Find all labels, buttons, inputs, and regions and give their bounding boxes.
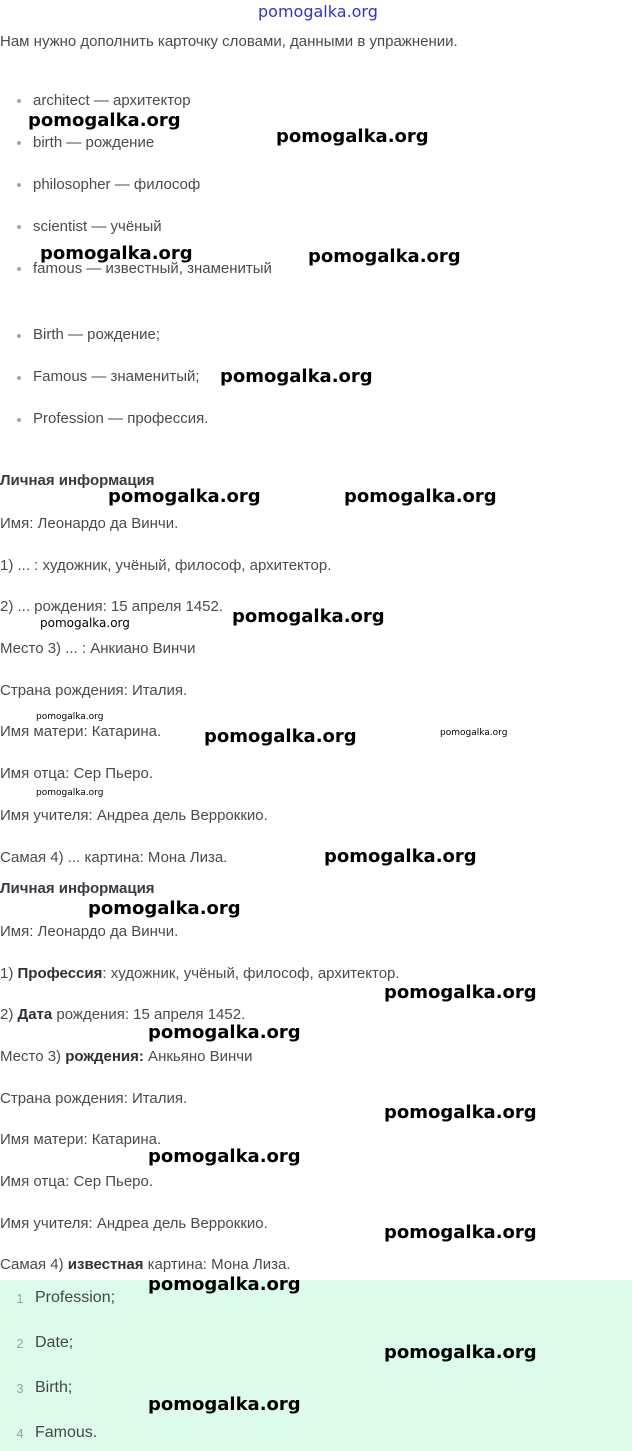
card-line: Имя матери: Катарина. <box>0 723 162 740</box>
card-line: Имя отца: Сер Пьеро. <box>0 765 154 782</box>
watermark: pomogalka.org <box>344 486 497 507</box>
answer-word: Профессия <box>17 965 103 982</box>
card-line-painting: Самая 4) известная картина: Мона Лиза. <box>0 1256 291 1273</box>
card-line: Страна рождения: Италия. <box>0 682 188 699</box>
watermark: pomogalka.org <box>384 1102 537 1123</box>
answer-box <box>0 1280 632 1451</box>
list-item-text: Famous — знаменитый; <box>33 368 200 385</box>
bullet-icon <box>17 376 21 380</box>
bullet-icon <box>17 183 21 187</box>
card-heading: Личная информация <box>0 880 155 897</box>
watermark: pomogalka.org <box>384 1222 537 1243</box>
answer-word: известная <box>67 1256 144 1273</box>
list-item-text: Birth — рождение; <box>33 326 160 343</box>
watermark: pomogalka.org <box>276 126 429 147</box>
card-line: Имя отца: Сер Пьеро. <box>0 1173 154 1190</box>
watermark: pomogalka.org <box>148 1274 301 1295</box>
watermark: pomogalka.org <box>28 110 181 131</box>
answer-text: Profession; <box>35 1289 116 1306</box>
bullet-icon <box>17 99 21 103</box>
card-line-birthplace: Место 3) рождения: Анкьяно Винчи <box>0 1048 253 1065</box>
bullet-icon <box>17 334 21 338</box>
answer-number: 4 <box>16 1426 24 1441</box>
watermark: pomogalka.org <box>88 898 241 919</box>
list-item-text: birth — рождение <box>33 134 155 151</box>
card-line: Место 3) ... : Анкиано Винчи <box>0 640 196 657</box>
card-line: Имя матери: Катарина. <box>0 1131 162 1148</box>
watermark: pomogalka.org <box>40 243 193 264</box>
watermark: pomogalka.org <box>232 606 385 627</box>
answer-word: Дата <box>17 1006 53 1023</box>
bullet-icon <box>17 141 21 145</box>
card-line: Имя учителя: Андреа дель Верроккио. <box>0 807 268 824</box>
watermark: pomogalka.org <box>204 726 357 747</box>
card-line: 1) ... : художник, учёный, философ, архитектор. <box>0 557 332 574</box>
watermark: pomogalka.org <box>440 728 508 738</box>
card-line-date: 2) Дата рождения: 15 апреля 1452. <box>0 1006 246 1023</box>
intro-text: Нам нужно дополнить карточку словами, данными в упражнении. <box>0 33 458 50</box>
watermark-top: pomogalka.org <box>258 2 378 21</box>
list-item-text: scientist — учёный <box>33 218 162 235</box>
watermark: pomogalka.org <box>384 1342 537 1363</box>
bullet-icon <box>17 267 21 271</box>
watermark: pomogalka.org <box>148 1022 301 1043</box>
answer-text: Birth; <box>35 1379 73 1396</box>
watermark: pomogalka.org <box>108 486 261 507</box>
bullet-icon <box>17 225 21 229</box>
answer-text: Famous. <box>35 1424 98 1441</box>
watermark: pomogalka.org <box>220 366 373 387</box>
card-line: Страна рождения: Италия. <box>0 1090 188 1107</box>
list-item-text: famous — известный, знаменитый <box>33 260 272 277</box>
answer-text: Date; <box>35 1334 74 1351</box>
bullet-icon <box>17 418 21 422</box>
list-item-text: architect — архитектор <box>33 92 191 109</box>
watermark: pomogalka.org <box>148 1394 301 1415</box>
card-line: Самая 4) ... картина: Мона Лиза. <box>0 849 228 866</box>
answer-number: 3 <box>16 1381 24 1396</box>
watermark: pomogalka.org <box>40 616 130 630</box>
card-line: Имя: Леонардо да Винчи. <box>0 515 179 532</box>
watermark: pomogalka.org <box>384 982 537 1003</box>
card-line: Имя: Леонардо да Винчи. <box>0 923 179 940</box>
list-item-text: Profession — профессия. <box>33 410 209 427</box>
card-heading: Личная информация <box>0 472 155 489</box>
card-line: Имя учителя: Андреа дель Верроккио. <box>0 1215 268 1232</box>
watermark: pomogalka.org <box>148 1146 301 1167</box>
watermark: pomogalka.org <box>36 712 104 722</box>
card-line-profession: 1) Профессия: художник, учёный, философ, архитектор. <box>0 965 400 982</box>
answer-word: рождения: <box>65 1048 144 1065</box>
card-line: 2) ... рождения: 15 апреля 1452. <box>0 598 224 615</box>
watermark: pomogalka.org <box>36 788 104 798</box>
answer-number: 1 <box>16 1291 24 1306</box>
watermark: pomogalka.org <box>308 246 461 267</box>
answer-number: 2 <box>16 1336 24 1351</box>
watermark: pomogalka.org <box>324 846 477 867</box>
list-item-text: philosopher — философ <box>33 176 201 193</box>
